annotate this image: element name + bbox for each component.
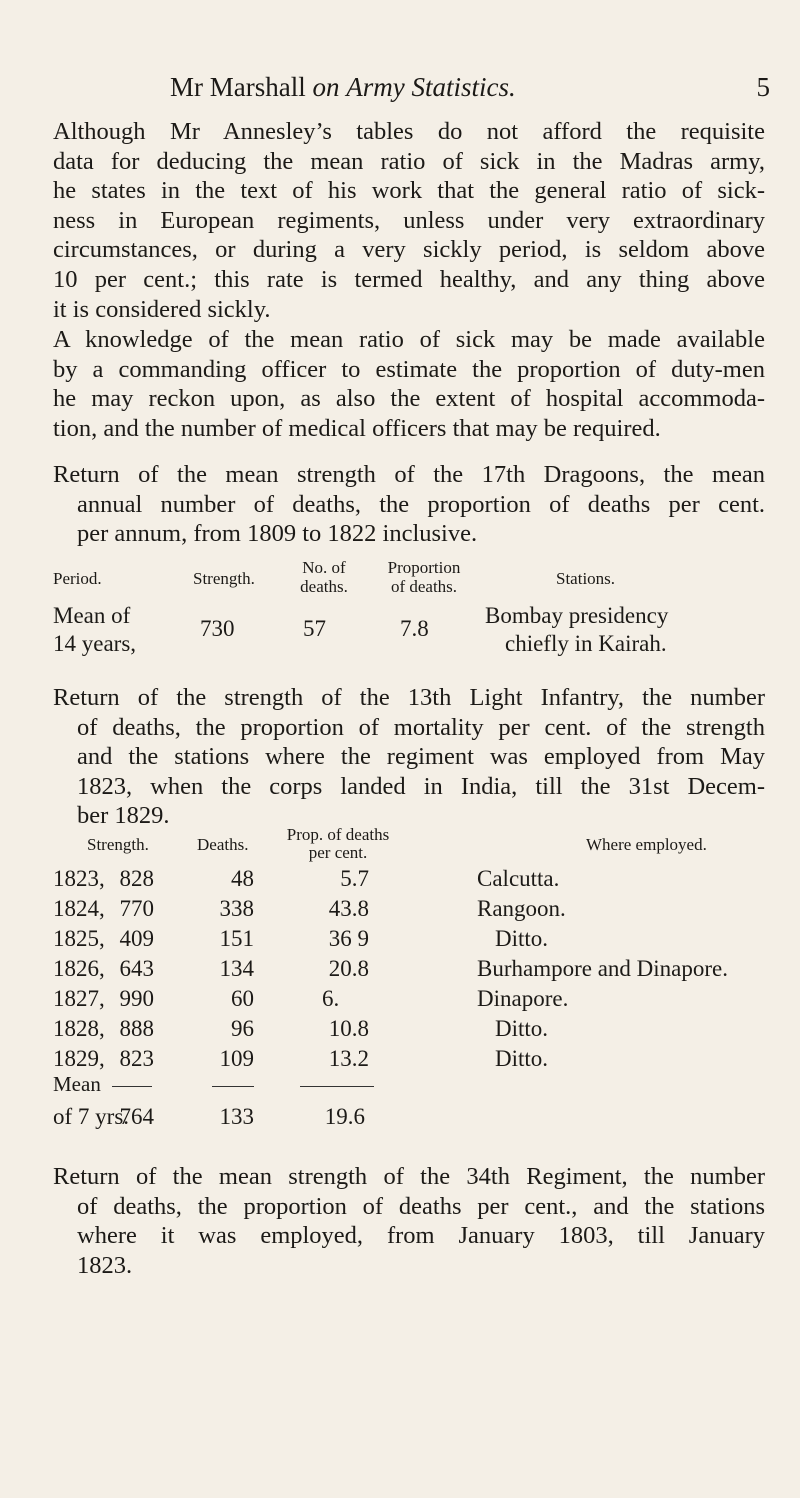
year-cell: 1823, [53, 866, 105, 891]
strength-cell: 643 [119, 956, 154, 981]
text-line: it is considered sickly. [53, 295, 271, 323]
strength-cell: 823 [119, 1046, 154, 1071]
col-header-proportion-2: of deaths. [390, 577, 458, 596]
header-on: on [312, 72, 340, 102]
col-header-deaths-2: deaths. [300, 577, 348, 596]
text-line: Return of the mean strength of the 17th Dragoons, the mean [53, 461, 765, 488]
divider [112, 1086, 152, 1087]
col-header-proportion-1: Proportion [387, 558, 461, 577]
col-header-deaths: Deaths. [197, 835, 249, 854]
where-cell: Ditto. [495, 1016, 549, 1041]
strength-value: 730 [200, 616, 235, 641]
proportion-cell: 20.8 [328, 956, 369, 981]
strength-cell: 990 [119, 986, 154, 1011]
strength-cell: 770 [119, 896, 154, 921]
return-17th-dragoons-heading [53, 460, 765, 549]
divider [300, 1086, 374, 1087]
col-header-where-employed: Where employed. [586, 835, 707, 854]
text-line: by a commanding officer to estimate the proportion of duty-men [53, 355, 765, 383]
deaths-cell: 60 [231, 986, 254, 1011]
text-line: Return of the mean strength of the 34th Regiment, the number [53, 1163, 765, 1190]
col-header-deaths-1: No. of [302, 558, 346, 577]
deaths-cell: 151 [219, 926, 254, 951]
proportion-cell: 43.8 [328, 896, 369, 921]
text-line: data for deducing the mean ratio of sick in the Madras army, [53, 147, 765, 175]
mean-proportion: 19.6 [324, 1104, 365, 1129]
strength-cell: 409 [119, 926, 154, 951]
text-line: he states in the text of his work that the general ratio of sick- [53, 177, 765, 205]
year-cell: 1824, [53, 896, 105, 921]
col-header-stations: Stations. [556, 569, 616, 588]
proportion-cell: 5.7 [340, 866, 369, 891]
deaths-value: 57 [303, 616, 326, 641]
text-line: and the stations where the regiment was employed from May [77, 743, 765, 771]
deaths-cell: 109 [219, 1046, 254, 1071]
col-header-period: Period. [53, 569, 102, 588]
text-line: ness in European regiments, unless under very extraordinary [53, 206, 765, 234]
page-number: 5 [756, 72, 770, 102]
running-header [170, 72, 770, 103]
where-cell: Rangoon. [477, 896, 566, 921]
paragraph-sick-ratio [53, 117, 765, 324]
year-cell: 1825, [53, 926, 105, 951]
proportion-cell: 10.8 [328, 1016, 369, 1041]
text-line: tion, and the number of medical officers that may be required. [53, 414, 661, 442]
text-line: Although Mr Annesley’s tables do not afford the requisite [53, 118, 765, 145]
mean-strength: 764 [119, 1104, 154, 1129]
col-header-strength: Strength. [87, 835, 149, 854]
year-cell: 1829, [53, 1046, 105, 1071]
where-cell: Ditto. [495, 926, 549, 951]
text-line: he may reckon upon, as also the extent of hospital accommoda- [53, 385, 765, 413]
text-line: A knowledge of the mean ratio of sick may be made available [53, 326, 765, 353]
strength-cell: 888 [119, 1016, 154, 1041]
col-header-strength: Strength. [193, 569, 255, 588]
where-cell: Dinapore. [477, 986, 569, 1011]
proportion-cell: 13.2 [328, 1046, 369, 1071]
stations-line-2: chiefly in Kairah. [505, 631, 667, 656]
strength-cell: 828 [119, 866, 154, 891]
header-author: Mr Marshall [170, 72, 306, 102]
deaths-cell: 134 [219, 956, 254, 981]
where-cell: Ditto. [495, 1046, 549, 1071]
year-cell: 1827, [53, 986, 105, 1011]
return-13th-light-infantry-heading [53, 683, 765, 831]
mean-deaths: 133 [219, 1104, 254, 1129]
mean-label-1: Mean [53, 1072, 101, 1096]
deaths-cell: 96 [231, 1016, 254, 1041]
year-cell: 1828, [53, 1016, 105, 1041]
text-line: 10 per cent.; this rate is termed healthy, and any thing above [53, 265, 765, 293]
proportion-cell: 36 9 [328, 926, 369, 951]
col-header-proportion-1: Prop. of deaths [286, 825, 390, 844]
mean-label-2: of 7 yrs. [53, 1104, 130, 1129]
return-34th-regiment-heading [53, 1162, 765, 1280]
period-line-2: 14 years, [53, 631, 137, 656]
divider [212, 1086, 254, 1087]
proportion-cell: 6. [322, 986, 340, 1011]
text-line: where it was employed, from January 1803, till January [77, 1222, 765, 1250]
period-line-1: Mean of [53, 603, 131, 628]
year-cell: 1826, [53, 956, 105, 981]
deaths-cell: 338 [219, 896, 254, 921]
text-line: 1823, when the corps landed in India, till the 31st Decem- [77, 772, 765, 800]
where-cell: Calcutta. [477, 866, 560, 891]
stations-line-1: Bombay presidency [485, 603, 669, 628]
text-line: annual number of deaths, the proportion of deaths per cent. [77, 490, 765, 518]
header-title: Army Statistics. [346, 72, 516, 102]
paragraph-knowledge [53, 325, 765, 443]
text-line: ber 1829. [77, 802, 170, 830]
text-line: circumstances, or during a very sickly period, is seldom above [53, 236, 765, 264]
where-cell: Burhampore and Dinapore. [477, 956, 729, 981]
text-line: 1823. [77, 1251, 133, 1279]
text-line: of deaths, the proportion of deaths per cent., and the stations [77, 1192, 765, 1220]
text-line: per annum, from 1809 to 1822 inclusive. [77, 520, 478, 548]
col-header-proportion-2: per cent. [308, 843, 368, 862]
proportion-value: 7.8 [400, 616, 429, 641]
text-line: of deaths, the proportion of mortality per cent. of the strength [77, 713, 765, 741]
text-line: Return of the strength of the 13th Light Infantry, the number [53, 684, 765, 711]
deaths-cell: 48 [231, 866, 254, 891]
